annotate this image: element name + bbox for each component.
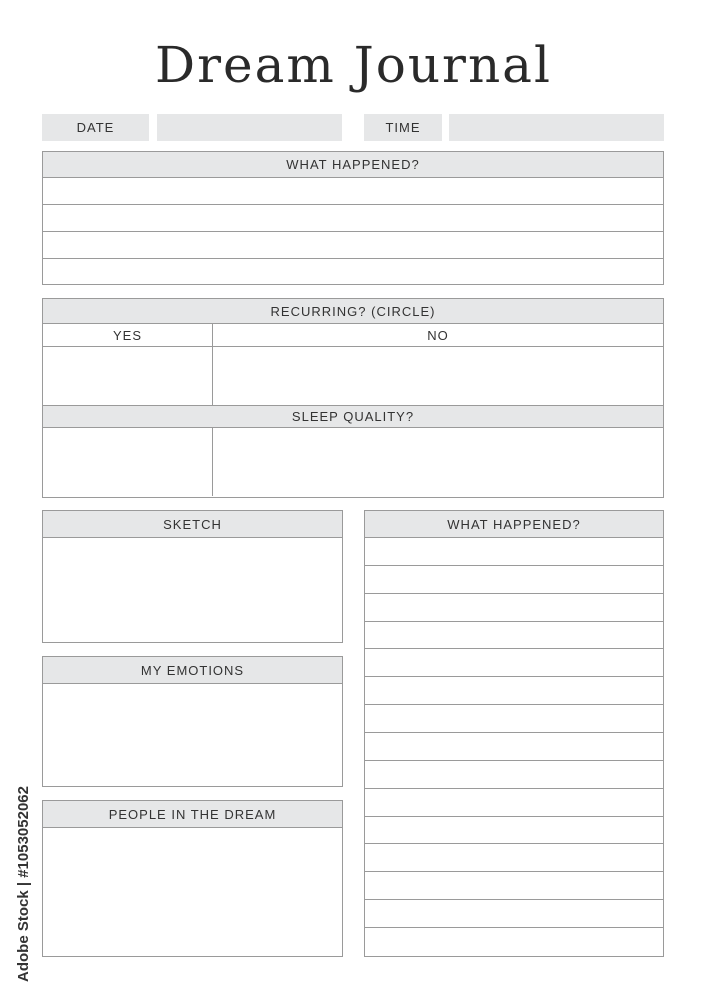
date-field[interactable]: [157, 114, 342, 141]
what-happened-side-lines: [365, 538, 663, 956]
recurring-no-space[interactable]: [213, 347, 663, 405]
emotions-area[interactable]: [43, 684, 342, 786]
writing-line[interactable]: [365, 928, 663, 956]
emotions-section: [42, 656, 343, 787]
writing-line[interactable]: [365, 705, 663, 733]
recurring-options-row: [43, 324, 663, 347]
sketch-header: SKETCH: [43, 511, 342, 538]
sleep-quality-header: SLEEP QUALITY?: [43, 406, 663, 428]
sleep-quality-right-space[interactable]: [213, 428, 663, 496]
time-label: TIME: [364, 114, 442, 141]
sketch-area[interactable]: [43, 538, 342, 642]
sleep-quality-row: [43, 428, 663, 496]
sketch-section: [42, 510, 343, 643]
recurring-header: RECURRING? (CIRCLE): [43, 299, 663, 324]
emotions-header: MY EMOTIONS: [43, 657, 342, 684]
people-area[interactable]: [43, 828, 342, 956]
writing-line[interactable]: [365, 900, 663, 928]
recurring-answer-row: [43, 347, 663, 406]
recurring-yes-option[interactable]: YES: [112, 327, 142, 343]
people-header: PEOPLE IN THE DREAM: [43, 801, 342, 828]
writing-line[interactable]: [365, 677, 663, 705]
what-happened-top-header: WHAT HAPPENED?: [43, 152, 663, 178]
date-label: DATE: [42, 114, 149, 141]
page-title: Dream Journal: [155, 36, 552, 94]
writing-line[interactable]: [365, 872, 663, 900]
writing-line[interactable]: [43, 232, 663, 259]
writing-line[interactable]: [43, 178, 663, 205]
watermark-text: Adobe Stock | #1053052062: [15, 786, 32, 982]
writing-line[interactable]: [365, 844, 663, 872]
date-time-row: [42, 114, 664, 141]
stock-watermark: [6, 750, 36, 985]
writing-line[interactable]: [365, 789, 663, 817]
writing-line[interactable]: [365, 649, 663, 677]
writing-line[interactable]: [365, 761, 663, 789]
writing-line[interactable]: [43, 259, 663, 284]
writing-line[interactable]: [365, 566, 663, 594]
writing-line[interactable]: [365, 538, 663, 566]
recurring-no-option[interactable]: NO: [427, 327, 449, 343]
what-happened-side-header: WHAT HAPPENED?: [365, 511, 663, 538]
writing-line[interactable]: [365, 622, 663, 650]
what-happened-side-section: [364, 510, 664, 957]
writing-line[interactable]: [365, 594, 663, 622]
what-happened-top-section: [42, 151, 664, 285]
writing-line[interactable]: [365, 817, 663, 845]
writing-line[interactable]: [43, 205, 663, 232]
time-field[interactable]: [449, 114, 664, 141]
recurring-yes-space[interactable]: [43, 347, 212, 405]
recurring-sleep-section: [42, 298, 664, 498]
people-section: [42, 800, 343, 957]
writing-line[interactable]: [365, 733, 663, 761]
sleep-quality-left-space[interactable]: [43, 428, 212, 496]
